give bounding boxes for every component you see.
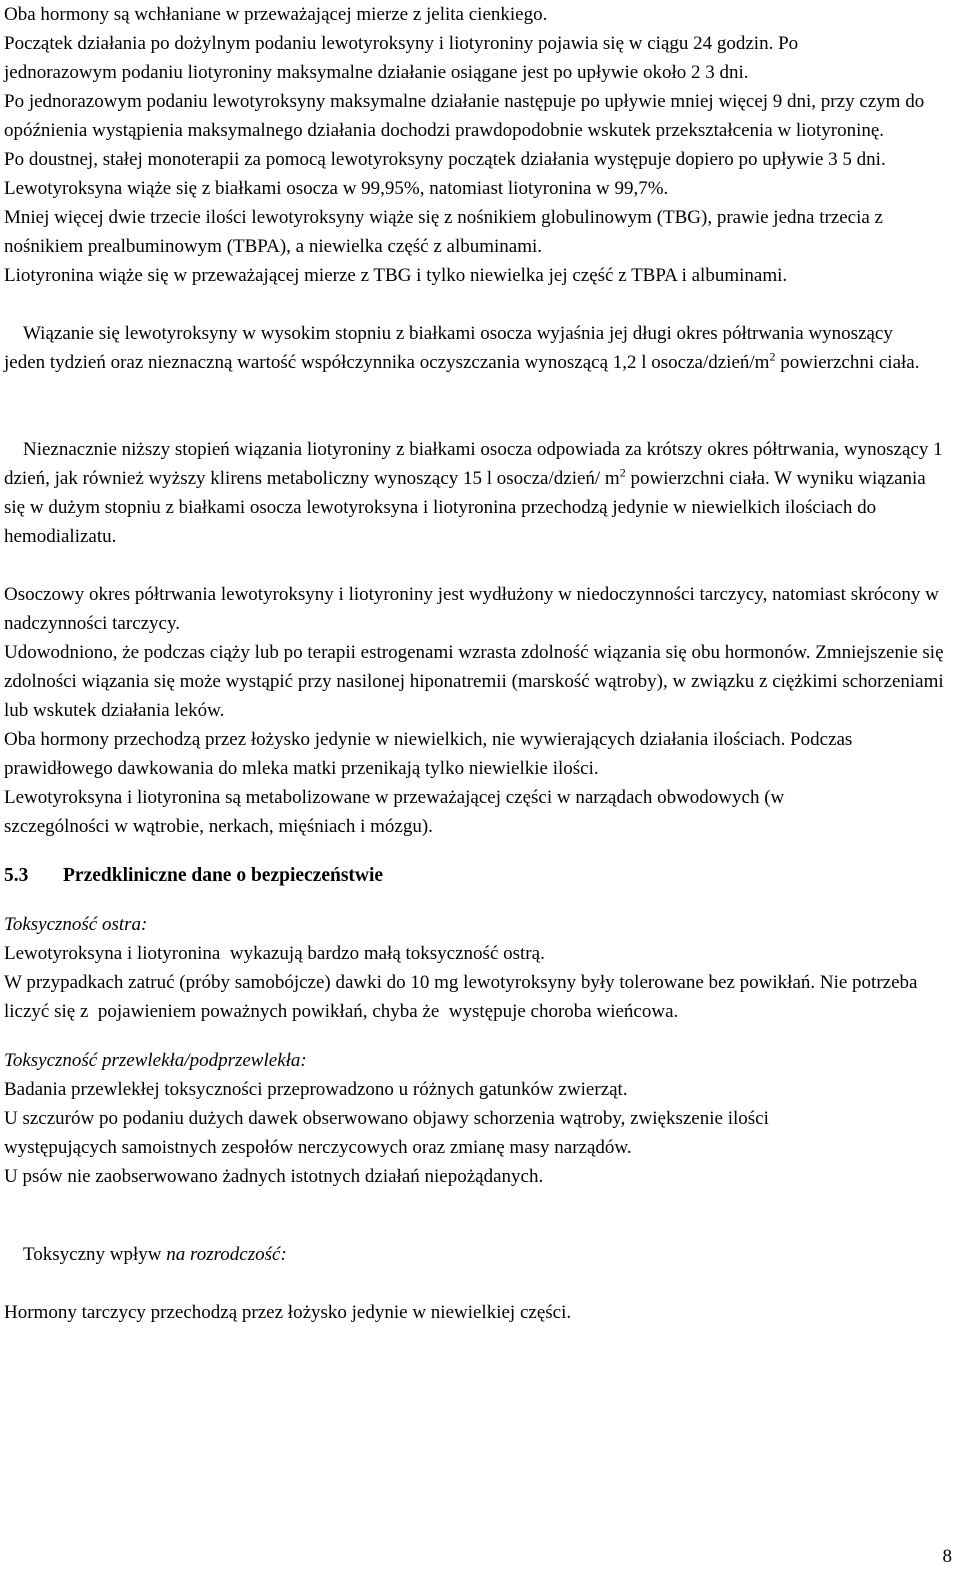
paragraph-text: powierzchni ciała. bbox=[775, 352, 920, 373]
paragraph: Lewotyroksyna wiąże się z białkami osocza w 99,95%, natomiast liotyronina w 99,7%. bbox=[4, 178, 669, 199]
paragraph: Udowodniono, że podczas ciąży lub po terapii estrogenami wzrasta zdolność wiązania się obu hormonów. Zmniejszenie się zdolności wiązania się może wystąpić przy nasilonej hiponatremii (marskość wątroby), w związku z ciężkimi schorzeniami lub wskutek działania leków. bbox=[4, 642, 949, 721]
paragraph: Oba hormony przechodzą przez łożysko jedynie w niewielkich, nie wywierających działania ilościach. Podczas prawidłowego dawkowania do mleka matki przenikają tylko niewielkie ilości. bbox=[4, 729, 858, 779]
paragraph: Osoczowy okres półtrwania lewotyroksyny i liotyroniny jest wydłużony w niedoczynności tarczycy, natomiast skrócony w nadczynności tarczycy. bbox=[4, 584, 944, 634]
paragraph: Lewotyroksyna i liotyronina są metabolizowane w przeważającej części w narządach obwodowych (w szczególności w wątrobie, nerkach, mięśniach i mózgu). bbox=[4, 787, 790, 837]
paragraph: U szczurów po podaniu dużych dawek obserwowano objawy schorzenia wątroby, zwiększenie ilości występujących samoistnych zespołów nerczycowych oraz zmianę masy narządów. bbox=[4, 1108, 774, 1158]
subheading-chronic-toxicity: Toksyczność przewlekła/podprzewlekła: bbox=[4, 1050, 307, 1071]
subheading-plain: Toksyczny wpływ bbox=[23, 1244, 167, 1265]
paragraph bbox=[4, 290, 929, 406]
subheading-reproductive-toxicity bbox=[4, 1211, 954, 1298]
paragraph-text: Nieznacznie niższy stopień wiązania liotyroniny z białkami osocza odpowiada za krótszy okres półtrwania, wynoszący 1 dzień, jak również wyższy klirens metaboliczny wynoszący 15 l osocza/dzień/ m bbox=[4, 439, 948, 489]
paragraph: Hormony tarczycy przechodzą przez łożysko jedynie w niewielkiej części. bbox=[4, 1302, 572, 1323]
paragraph: Oba hormony są wchłaniane w przeważającej mierze z jelita cienkiego. bbox=[4, 4, 548, 25]
paragraph: Badania przewlekłej toksyczności przeprowadzono u różnych gatunków zwierząt. bbox=[4, 1079, 628, 1100]
paragraph: Mniej więcej dwie trzecie ilości lewotyroksyny wiąże się z nośnikiem globulinowym (TBG), prawie jedna trzecia z nośnikiem prealbuminowym (TBPA), a niewielka część z albuminami. bbox=[4, 207, 888, 257]
section-title: Przedkliniczne dane o bezpieczeństwie bbox=[63, 865, 384, 886]
section-heading bbox=[4, 861, 954, 890]
subheading-italic: na rozrodczość: bbox=[166, 1244, 287, 1265]
document-page bbox=[4, 0, 954, 1327]
paragraph: Po doustnej, stałej monoterapii za pomocą lewotyroksyny początek działania występuje dopiero po upływie 3 5 dni. bbox=[4, 149, 886, 170]
paragraph-text: Wiązanie się lewotyroksyny w wysokim stopniu z białkami osocza wyjaśnia jej długi okres półtrwania wynoszący jeden tydzień oraz nieznaczną wartość współczynnika oczyszczania wynoszącą 1,2 l osocza/dzień/m bbox=[4, 323, 898, 373]
superscript: 2 bbox=[769, 349, 776, 364]
paragraph bbox=[4, 406, 949, 580]
paragraph: Liotyronina wiąże się w przeważającej mierze z TBG i tylko niewielka jej część z TBPA i albuminami. bbox=[4, 265, 788, 286]
paragraph-text: powierzchni ciała. W wyniku wiązania się w dużym stopniu z białkami osocza lewotyroksyna i liotyronina przechodzą jedynie w niewielkich ilościach do hemodializatu. bbox=[4, 468, 931, 547]
paragraph: Początek działania po dożylnym podaniu lewotyroksyny i liotyroniny pojawia się w ciągu 24 godzin. Po jednorazowym podaniu liotyroniny maksymalne działanie osiągane jest po upływie około 2 3 dni. bbox=[4, 33, 803, 83]
section-number: 5.3 bbox=[4, 865, 29, 886]
superscript: 2 bbox=[619, 465, 626, 480]
paragraph: U psów nie zaobserwowano żadnych istotnych działań niepożądanych. bbox=[4, 1166, 544, 1187]
paragraph: Po jednorazowym podaniu lewotyroksyny maksymalne działanie następuje po upływie mniej więcej 9 dni, przy czym do opóźnienia wystąpienia maksymalnego działania dochodzi prawdopodobnie wskutek przekształcenia w liotyroninę. bbox=[4, 91, 929, 141]
paragraph: W przypadkach zatruć (próby samobójcze) dawki do 10 mg lewotyroksyny były tolerowane bez powikłań. Nie potrzeba liczyć się z pojawieniem poważnych powikłań, chyba że występuje choroba wieńcowa. bbox=[4, 972, 923, 1022]
paragraph: Lewotyroksyna i liotyronina wykazują bardzo małą toksyczność ostrą. bbox=[4, 943, 545, 964]
page-number: 8 bbox=[942, 1546, 952, 1567]
subheading-acute-toxicity: Toksyczność ostra: bbox=[4, 914, 148, 935]
